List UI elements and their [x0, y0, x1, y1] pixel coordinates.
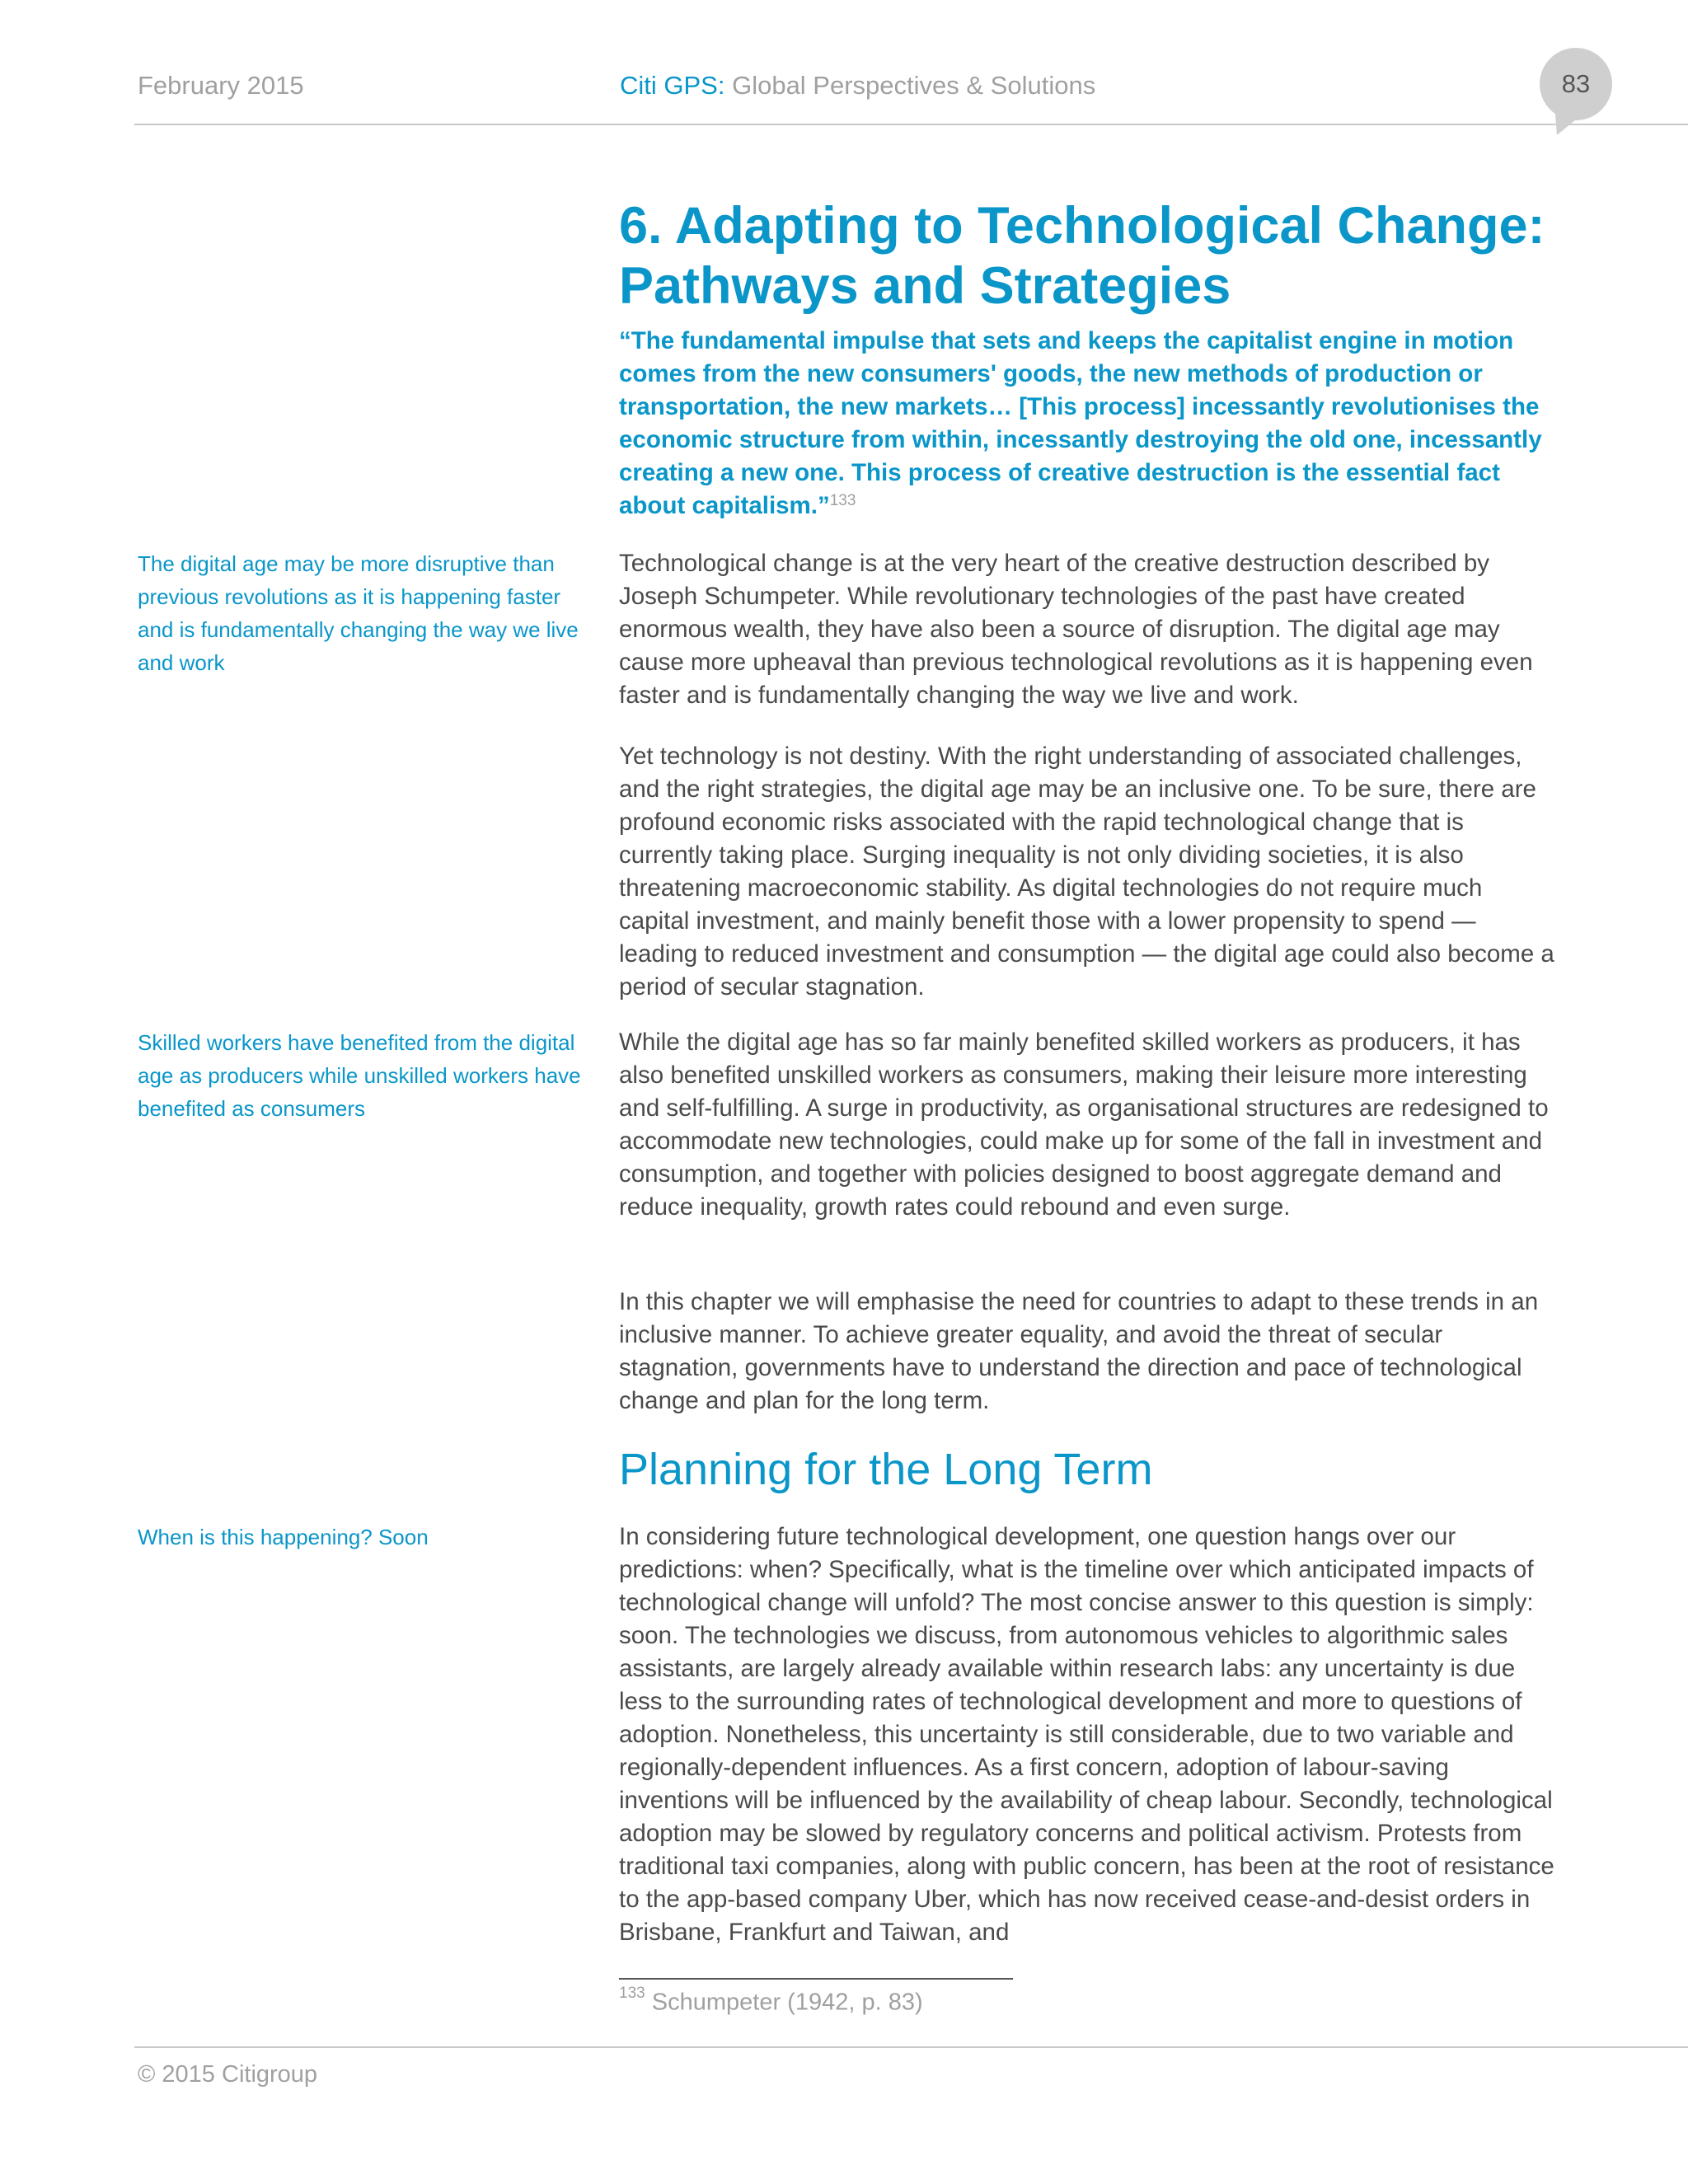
header-divider	[134, 124, 1688, 125]
footnote-divider	[619, 1978, 1013, 1980]
footer-divider	[134, 2046, 1688, 2048]
header-publication-name: Global Perspectives & Solutions	[724, 71, 1096, 100]
sidenote: Skilled workers have benefited from the digital age as producers while unskilled workers have benefited as consumers	[138, 1030, 581, 1121]
header-brand: Citi GPS:	[620, 71, 725, 100]
body-paragraph: While the digital age has so far mainly benefited skilled workers as producers, it has also benefited unskilled workers as consumers, making their leisure more interesting and self-fulfilling. A surge in productivity, as organisational structures are redesigned to accommodate new technologies, could make up for some of the fall in investment and consumption, and together with policies designed to boost aggregate demand and reduce inequality, growth rates could rebound and even surge.	[619, 1029, 1549, 1221]
chapter-title: 6. Adapting to Technological Change: Pathways and Strategies	[619, 197, 1545, 315]
body-paragraph: In considering future technological development, one question hangs over our predictions: when? Specifically, what is the timeline over which anticipated impacts of technological change will unfold? The most concise answer to this question is simply: soon. The technologies we discuss, from autonomous vehicles to algorithmic sales assistants, are largely already available within research labs: any uncertainty is due less to the surrounding rates of technological development and more to questions of adoption. Nonetheless, this uncertainty is still considerable, due to two variable and regionally-dependent influences. As a first concern, adoption of labour-saving inventions will be influenced by the availability of cheap labour. Secondly, technological adoption may be slowed by regulatory concerns and political activism. Protests from traditional taxi companies, along with public concern, has been at the root of resistance to the app-based company Uber, which has now received cease-and-desist orders in Brisbane, Frankfurt and Taiwan, and	[619, 1523, 1554, 1946]
footnote	[619, 1985, 923, 2017]
footnote-text: Schumpeter (1942, p. 83)	[645, 1989, 923, 2016]
footnote-number: 133	[619, 1985, 645, 2002]
quote-footnote-ref[interactable]: 133	[829, 492, 856, 509]
opening-quote	[619, 325, 1550, 523]
page-number-badge: 83	[1540, 48, 1612, 120]
header-publication	[620, 71, 1095, 101]
body-paragraph: Technological change is at the very heart of the creative destruction described by Joseph Schumpeter. While revolutionary technologies of the past have created enormous wealth, they have also been a source of disruption. The digital age may cause more upheaval than previous technological revolutions as it is happening even faster and is fundamentally changing the way we live and work.	[619, 550, 1533, 709]
sidenote: The digital age may be more disruptive than previous revolutions as it is happening faster and is fundamentally changing the way we live and work	[138, 551, 579, 675]
body-paragraph: In this chapter we will emphasise the need for countries to adapt to these trends in an inclusive manner. To achieve greater equality, and avoid the threat of secular stagnation, governments have to understand the direction and pace of technological change and plan for the long term.	[619, 1288, 1539, 1414]
copyright: © 2015 Citigroup	[138, 2061, 318, 2088]
quote-text: “The fundamental impulse that sets and keeps the capitalist engine in motion comes from the new consumers' goods, the new methods of production or transportation, the new markets… [This process] incessantly revolutionises the economic structure from within, incessantly destroying the old one, incessantly creating a new one. This process of creative destruction is the essential fact about capitalism.”	[619, 327, 1542, 519]
section-heading: Planning for the Long Term	[619, 1445, 1153, 1494]
sidenote: When is this happening? Soon	[138, 1525, 429, 1549]
header-date: February 2015	[138, 71, 304, 100]
body-paragraph: Yet technology is not destiny. With the right understanding of associated challenges, and the right strategies, the digital age may be an inclusive one. To be sure, there are profound economic risks associated with the rapid technological change that is currently taking place. Surging inequality is not only dividing societies, it is also threatening macroeconomic stability. As digital technologies do not require much capital investment, and mainly benefit those with a lower propensity to spend — leading to reduced investment and consumption — the digital age could also become a period of secular stagnation.	[619, 743, 1554, 1001]
